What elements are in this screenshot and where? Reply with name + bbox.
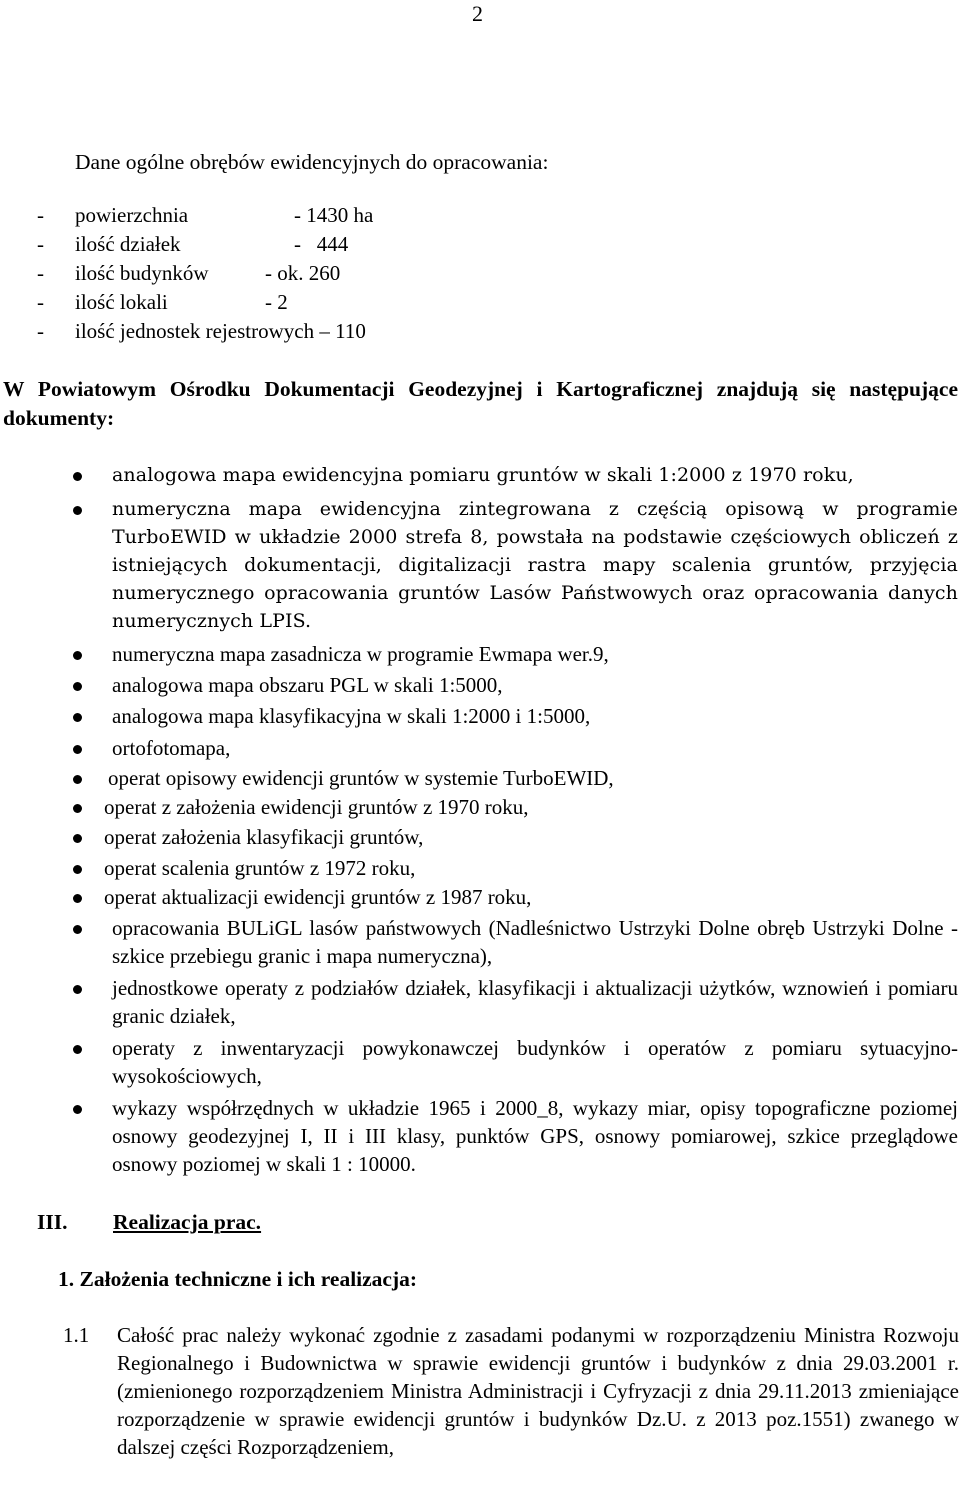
bullet-icon bbox=[73, 745, 82, 754]
bullet-icon bbox=[73, 985, 82, 994]
stat-item: - ilość lokali - 2 bbox=[37, 290, 288, 314]
stat-value: - ok. 260 bbox=[265, 261, 341, 285]
bullet-icon bbox=[73, 804, 82, 813]
stat-item: - ilość działek - 444 bbox=[37, 232, 349, 256]
bullet-icon bbox=[73, 894, 82, 903]
bullet-icon bbox=[73, 1105, 82, 1114]
section-title: Realizacja prac. bbox=[113, 1210, 262, 1234]
section-number: III. bbox=[37, 1210, 68, 1234]
bullet-icon bbox=[73, 651, 82, 660]
bullet-icon bbox=[73, 925, 82, 934]
stat-value: - 1430 ha bbox=[294, 203, 374, 227]
bullet-icon bbox=[73, 1045, 82, 1054]
documents-heading: W Powiatowym Ośrodku Dokumentacji Geodezyjnej i Kartograficznej znajdują się następujące dokumenty: bbox=[3, 377, 958, 430]
paragraph-number: 1.1 bbox=[63, 1323, 90, 1347]
stat-item: - ilość budynków - ok. 260 bbox=[37, 261, 341, 285]
stat-label: ilość budynków bbox=[75, 261, 209, 285]
stat-value: - 2 bbox=[265, 290, 288, 314]
bullet-icon bbox=[73, 834, 82, 843]
stat-label: ilość lokali bbox=[75, 290, 168, 314]
stat-value: - 444 bbox=[294, 232, 349, 256]
stat-label: ilość działek bbox=[75, 232, 181, 256]
bullet-icon bbox=[73, 506, 82, 515]
stat-item: - powierzchnia - 1430 ha bbox=[37, 203, 374, 227]
bullet-icon bbox=[73, 713, 82, 722]
stat-item: - ilość jednostek rejestrowych – 110 bbox=[37, 319, 366, 343]
stat-label: ilość jednostek rejestrowych – 110 bbox=[75, 319, 366, 343]
paragraph-text: Całość prac należy wykonać zgodnie z zasadami podanymi w rozporządzeniu Ministra Rozwoju Regionalnego i Budownictwa w sprawie ewidencji gruntów i budynków z dnia 29.03.2001 r. (zmienionego rozporządzeniem Ministra Administracji i Cyfryzacji z dnia 29.11.2013 zmieniające rozporządzenie w sprawie ewidencji gruntów i budynków Dz.U. z 2013 poz.1551) zwanego w dalszej części Rozporządzeniem, bbox=[117, 1323, 959, 1459]
bullet-icon bbox=[73, 865, 82, 874]
subsection-title: 1. Założenia techniczne i ich realizacja: bbox=[58, 1267, 418, 1291]
intro-text: Dane ogólne obrębów ewidencyjnych do opracowania: bbox=[75, 150, 549, 174]
bullet-icon bbox=[73, 472, 82, 481]
page-number: 2 bbox=[472, 1, 483, 26]
bullet-icon bbox=[73, 775, 82, 784]
bullet-icon bbox=[73, 682, 82, 691]
stat-label: powierzchnia bbox=[75, 203, 189, 227]
